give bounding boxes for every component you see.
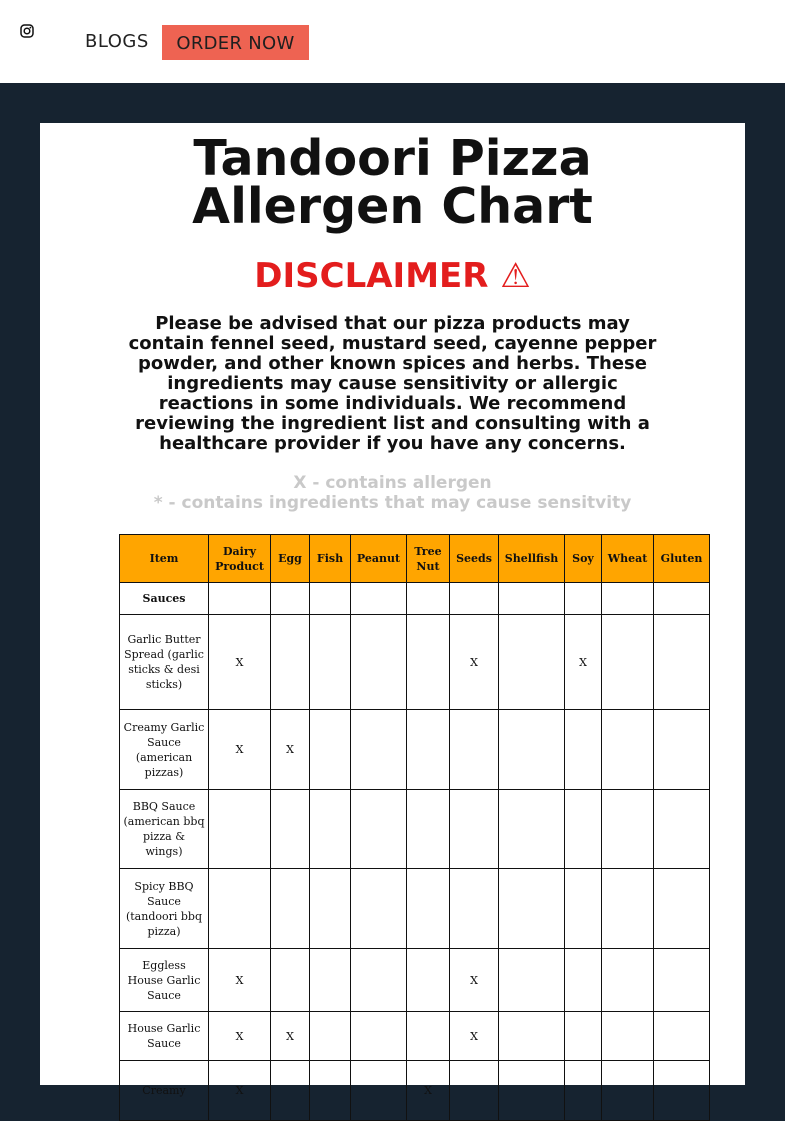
- table-cell: [499, 1012, 565, 1061]
- table-cell: [209, 790, 271, 869]
- section-label: Sauces: [120, 583, 209, 615]
- table-cell: [450, 869, 499, 949]
- column-header: Wheat: [602, 535, 654, 583]
- item-name: Garlic Butter Spread (garlic sticks & desi sticks): [120, 615, 209, 710]
- column-header: Gluten: [654, 535, 710, 583]
- table-cell: [565, 710, 602, 790]
- table-cell: [499, 710, 565, 790]
- table-cell: [602, 710, 654, 790]
- table-cell: [271, 615, 310, 710]
- instagram-icon[interactable]: [20, 24, 34, 38]
- table-cell: [407, 583, 450, 615]
- top-nav-bar: [0, 0, 785, 83]
- table-row: [120, 949, 710, 1012]
- table-cell: [602, 1012, 654, 1061]
- table-cell: [351, 1061, 407, 1121]
- column-header: Egg: [271, 535, 310, 583]
- table-cell: X: [271, 710, 310, 790]
- table-cell: [407, 1012, 450, 1061]
- table-cell: [499, 1061, 565, 1121]
- table-cell: [271, 583, 310, 615]
- table-cell: X: [450, 949, 499, 1012]
- column-header: Shellfish: [499, 535, 565, 583]
- table-cell: [450, 1061, 499, 1121]
- allergen-page: [40, 123, 745, 1097]
- table-cell: [654, 869, 710, 949]
- table-cell: [310, 790, 351, 869]
- page-title-line-2: Allergen Chart: [192, 178, 593, 235]
- column-header: Fish: [310, 535, 351, 583]
- table-cell: X: [565, 615, 602, 710]
- table-cell: [654, 949, 710, 1012]
- table-cell: [450, 710, 499, 790]
- table-cell: [310, 615, 351, 710]
- table-cell: [499, 615, 565, 710]
- column-header: Item: [120, 535, 209, 583]
- legend-may-cause-sensitivity: * - contains ingredients that may cause sensitvity: [153, 493, 632, 513]
- legend: [40, 473, 745, 513]
- column-header: Soy: [565, 535, 602, 583]
- page-title: [40, 130, 745, 235]
- table-cell: [407, 710, 450, 790]
- table-cell: X: [209, 1012, 271, 1061]
- table-cell: [310, 949, 351, 1012]
- table-cell: [499, 869, 565, 949]
- table-cell: [310, 1061, 351, 1121]
- table-cell: [565, 1012, 602, 1061]
- section-row-sauces: [120, 583, 710, 615]
- allergen-table: [119, 534, 710, 1121]
- table-cell: [407, 869, 450, 949]
- table-cell: X: [450, 615, 499, 710]
- table-cell: [450, 583, 499, 615]
- table-cell: [602, 583, 654, 615]
- disclaimer-text: Please be advised that our pizza products may contain fennel seed, mustard seed, cayenne pepper powder, and other known spices and herbs. These ingredients may cause sensitivity or allergic reactions in some individuals. We recommend reviewing the ingredient list and consulting with a healthcare provider if you have any concerns.: [128, 313, 657, 454]
- table-cell: [654, 1061, 710, 1121]
- table-row: [120, 710, 710, 790]
- table-cell: [351, 869, 407, 949]
- table-cell: [499, 949, 565, 1012]
- table-cell: [407, 790, 450, 869]
- table-cell: [271, 869, 310, 949]
- table-cell: [654, 710, 710, 790]
- legend-contains-allergen: X - contains allergen: [293, 473, 492, 493]
- table-cell: [499, 790, 565, 869]
- table-cell: [310, 1012, 351, 1061]
- disclaimer-heading: DISCLAIMER ⚠: [254, 256, 531, 296]
- column-header: Tree Nut: [407, 535, 450, 583]
- table-cell: [351, 615, 407, 710]
- item-name: House Garlic Sauce: [120, 1012, 209, 1061]
- table-cell: [310, 583, 351, 615]
- table-cell: [450, 790, 499, 869]
- column-header: Dairy Product: [209, 535, 271, 583]
- table-cell: [209, 583, 271, 615]
- table-cell: [565, 583, 602, 615]
- table-cell: [351, 1012, 407, 1061]
- table-cell: [602, 790, 654, 869]
- table-cell: X: [209, 1061, 271, 1121]
- order-now-button[interactable]: ORDER NOW: [162, 25, 309, 60]
- column-header: Seeds: [450, 535, 499, 583]
- column-header: Peanut: [351, 535, 407, 583]
- item-name: Spicy BBQ Sauce (tandoori bbq pizza): [120, 869, 209, 949]
- table-cell: [602, 869, 654, 949]
- item-name: BBQ Sauce (american bbq pizza & wings): [120, 790, 209, 869]
- table-row: [120, 615, 710, 710]
- item-name: Creamy: [120, 1061, 209, 1121]
- table-cell: [271, 790, 310, 869]
- table-cell: [602, 615, 654, 710]
- table-cell: [565, 869, 602, 949]
- table-cell: X: [209, 710, 271, 790]
- table-row: [120, 1061, 710, 1121]
- table-header-row: [120, 535, 710, 583]
- table-cell: [654, 615, 710, 710]
- table-cell: [407, 615, 450, 710]
- item-name: Eggless House Garlic Sauce: [120, 949, 209, 1012]
- table-cell: [407, 949, 450, 1012]
- table-cell: X: [209, 615, 271, 710]
- table-cell: [271, 1061, 310, 1121]
- table-cell: [271, 949, 310, 1012]
- table-cell: [565, 949, 602, 1012]
- table-cell: [654, 1012, 710, 1061]
- table-row: [120, 869, 710, 949]
- item-name: Creamy Garlic Sauce (american pizzas): [120, 710, 209, 790]
- table-cell: [499, 583, 565, 615]
- table-cell: [351, 790, 407, 869]
- table-cell: [565, 1061, 602, 1121]
- table-cell: [351, 583, 407, 615]
- table-cell: [351, 710, 407, 790]
- table-cell: [310, 869, 351, 949]
- table-cell: [351, 949, 407, 1012]
- table-cell: [310, 710, 351, 790]
- nav-blogs-link[interactable]: BLOGS: [85, 31, 149, 52]
- table-cell: [209, 869, 271, 949]
- table-cell: X: [271, 1012, 310, 1061]
- table-cell: [565, 790, 602, 869]
- table-row: [120, 1012, 710, 1061]
- table-cell: X: [209, 949, 271, 1012]
- table-cell: X: [450, 1012, 499, 1061]
- table-cell: [654, 583, 710, 615]
- table-cell: X: [407, 1061, 450, 1121]
- table-cell: [602, 949, 654, 1012]
- table-cell: [602, 1061, 654, 1121]
- table-row: [120, 790, 710, 869]
- table-cell: [654, 790, 710, 869]
- page-title-line-1: Tandoori Pizza: [193, 130, 592, 187]
